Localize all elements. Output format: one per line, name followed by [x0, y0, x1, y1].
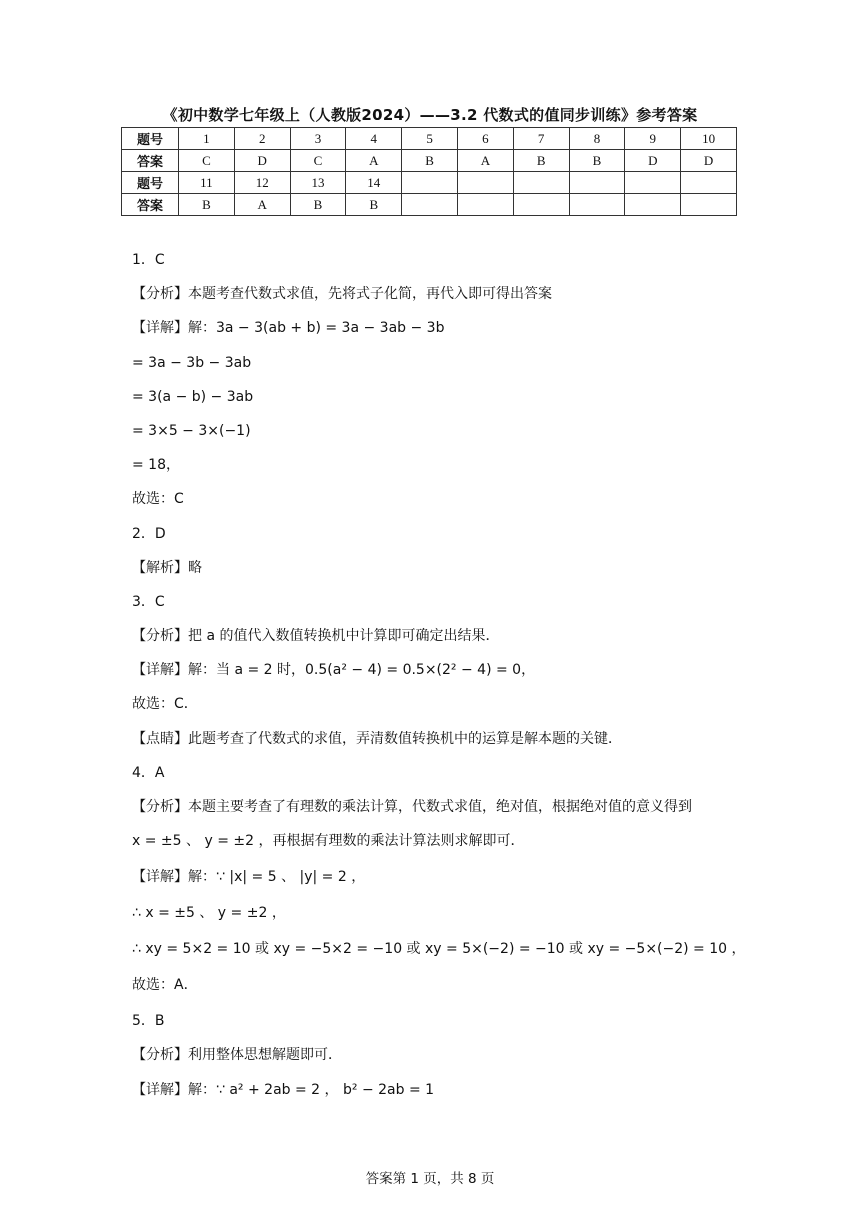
table-cell: B — [290, 194, 346, 216]
table-cell: 14 — [346, 172, 402, 194]
table-cell: B — [513, 150, 569, 172]
question-number: 1．C — [132, 252, 165, 268]
table-cell: 10 — [681, 128, 737, 150]
table-cell: A — [457, 150, 513, 172]
comment-line: 【点睛】此题考查了代数式的求值，弄清数值转换机中的运算是解本题的关键． — [132, 730, 622, 747]
table-row — [122, 128, 737, 150]
table-cell: 8 — [569, 128, 625, 150]
table-cell — [513, 172, 569, 194]
choice-line: 故选：C． — [132, 696, 198, 713]
question-number: 5．B — [132, 1013, 165, 1030]
choice-line: 故选：C — [132, 491, 184, 508]
choice-line: 故选：A． — [132, 977, 198, 994]
detail-line: 【详解】解：3a − 3(ab + b) = 3a − 3ab − 3b — [132, 320, 445, 337]
detail-line: 【详解】解：∵ a² + 2ab = 2 ， b² − 2ab = 1 — [132, 1081, 435, 1098]
table-header-cell: 答案 — [122, 150, 179, 172]
table-header-cell: 题号 — [122, 128, 179, 150]
question-number: 4．A — [132, 764, 165, 781]
table-cell: C — [290, 150, 346, 172]
step-line: = 18， — [132, 457, 180, 474]
analysis-line: 【分析】本题主要考查了有理数的乘法计算，代数式求值，绝对值，根据绝对值的意义得到 — [132, 799, 692, 815]
table-cell: 2 — [234, 128, 290, 150]
table-cell — [457, 194, 513, 216]
table-row — [122, 150, 737, 172]
table-cell: C — [179, 150, 235, 172]
table-cell: 9 — [625, 128, 681, 150]
table-cell: 1 — [179, 128, 235, 150]
analysis-line: x = ±5 、 y = ±2 ，再根据有理数的乘法计算法则求解即可． — [132, 833, 525, 850]
table-cell: B — [346, 194, 402, 216]
table-cell — [569, 172, 625, 194]
table-row — [122, 172, 737, 194]
step-line: = 3×5 − 3×(−1) — [132, 422, 251, 439]
table-cell: B — [179, 194, 235, 216]
table-cell: 11 — [179, 172, 235, 194]
table-cell — [625, 194, 681, 216]
table-cell: 3 — [290, 128, 346, 150]
detail-line: 【详解】解：当 a = 2 时，0.5(a² − 4) = 0.5×(2² − 4) = 0， — [132, 662, 536, 679]
table-cell: A — [234, 194, 290, 216]
table-cell — [681, 172, 737, 194]
table-cell — [625, 172, 681, 194]
analysis-line: 【分析】把 a 的值代入数值转换机中计算即可确定出结果． — [132, 628, 500, 645]
page-title: 《初中数学七年级上（人教版2024）——3.2 代数式的值同步训练》参考答案 — [162, 106, 698, 124]
analysis-line: 【解析】略 — [132, 559, 202, 576]
table-cell: A — [346, 150, 402, 172]
question-number: 2．D — [132, 525, 166, 542]
answer-table — [121, 127, 737, 216]
table-cell — [457, 172, 513, 194]
table-cell: 7 — [513, 128, 569, 150]
table-header-cell: 题号 — [122, 172, 179, 194]
detail-line: 【详解】解：∵ |x| = 5 、 |y| = 2 ， — [132, 869, 366, 886]
table-cell — [402, 172, 458, 194]
table-cell: 4 — [346, 128, 402, 150]
table-cell: B — [402, 150, 458, 172]
table-cell: 13 — [290, 172, 346, 194]
table-cell: D — [234, 150, 290, 172]
table-header-cell: 答案 — [122, 194, 179, 216]
table-cell: 12 — [234, 172, 290, 194]
analysis-line: 【分析】利用整体思想解题即可． — [132, 1047, 342, 1064]
page-footer: 答案第 1 页，共 8 页 — [365, 1171, 495, 1187]
table-cell — [681, 194, 737, 216]
table-cell: 5 — [402, 128, 458, 150]
analysis-line: 【分析】本题考查代数式求值，先将式子化简，再代入即可得出答案 — [132, 286, 552, 303]
table-row — [122, 194, 737, 216]
step-line: = 3(a − b) − 3ab — [132, 388, 254, 405]
solution-body — [132, 249, 752, 1113]
table-cell: D — [625, 150, 681, 172]
question-number: 3．C — [132, 593, 165, 610]
step-line: ∴ xy = 5×2 = 10 或 xy = −5×2 = −10 或 xy = 5×(−2) = −10 或 xy = −5×(−2) = 10 ， — [132, 941, 746, 958]
table-cell: D — [681, 150, 737, 172]
step-line: ∴ x = ±5 、 y = ±2 ， — [132, 905, 286, 922]
table-cell — [569, 194, 625, 216]
step-line: = 3a − 3b − 3ab — [132, 354, 252, 371]
table-cell — [513, 194, 569, 216]
table-cell: B — [569, 150, 625, 172]
table-cell — [402, 194, 458, 216]
table-cell: 6 — [457, 128, 513, 150]
